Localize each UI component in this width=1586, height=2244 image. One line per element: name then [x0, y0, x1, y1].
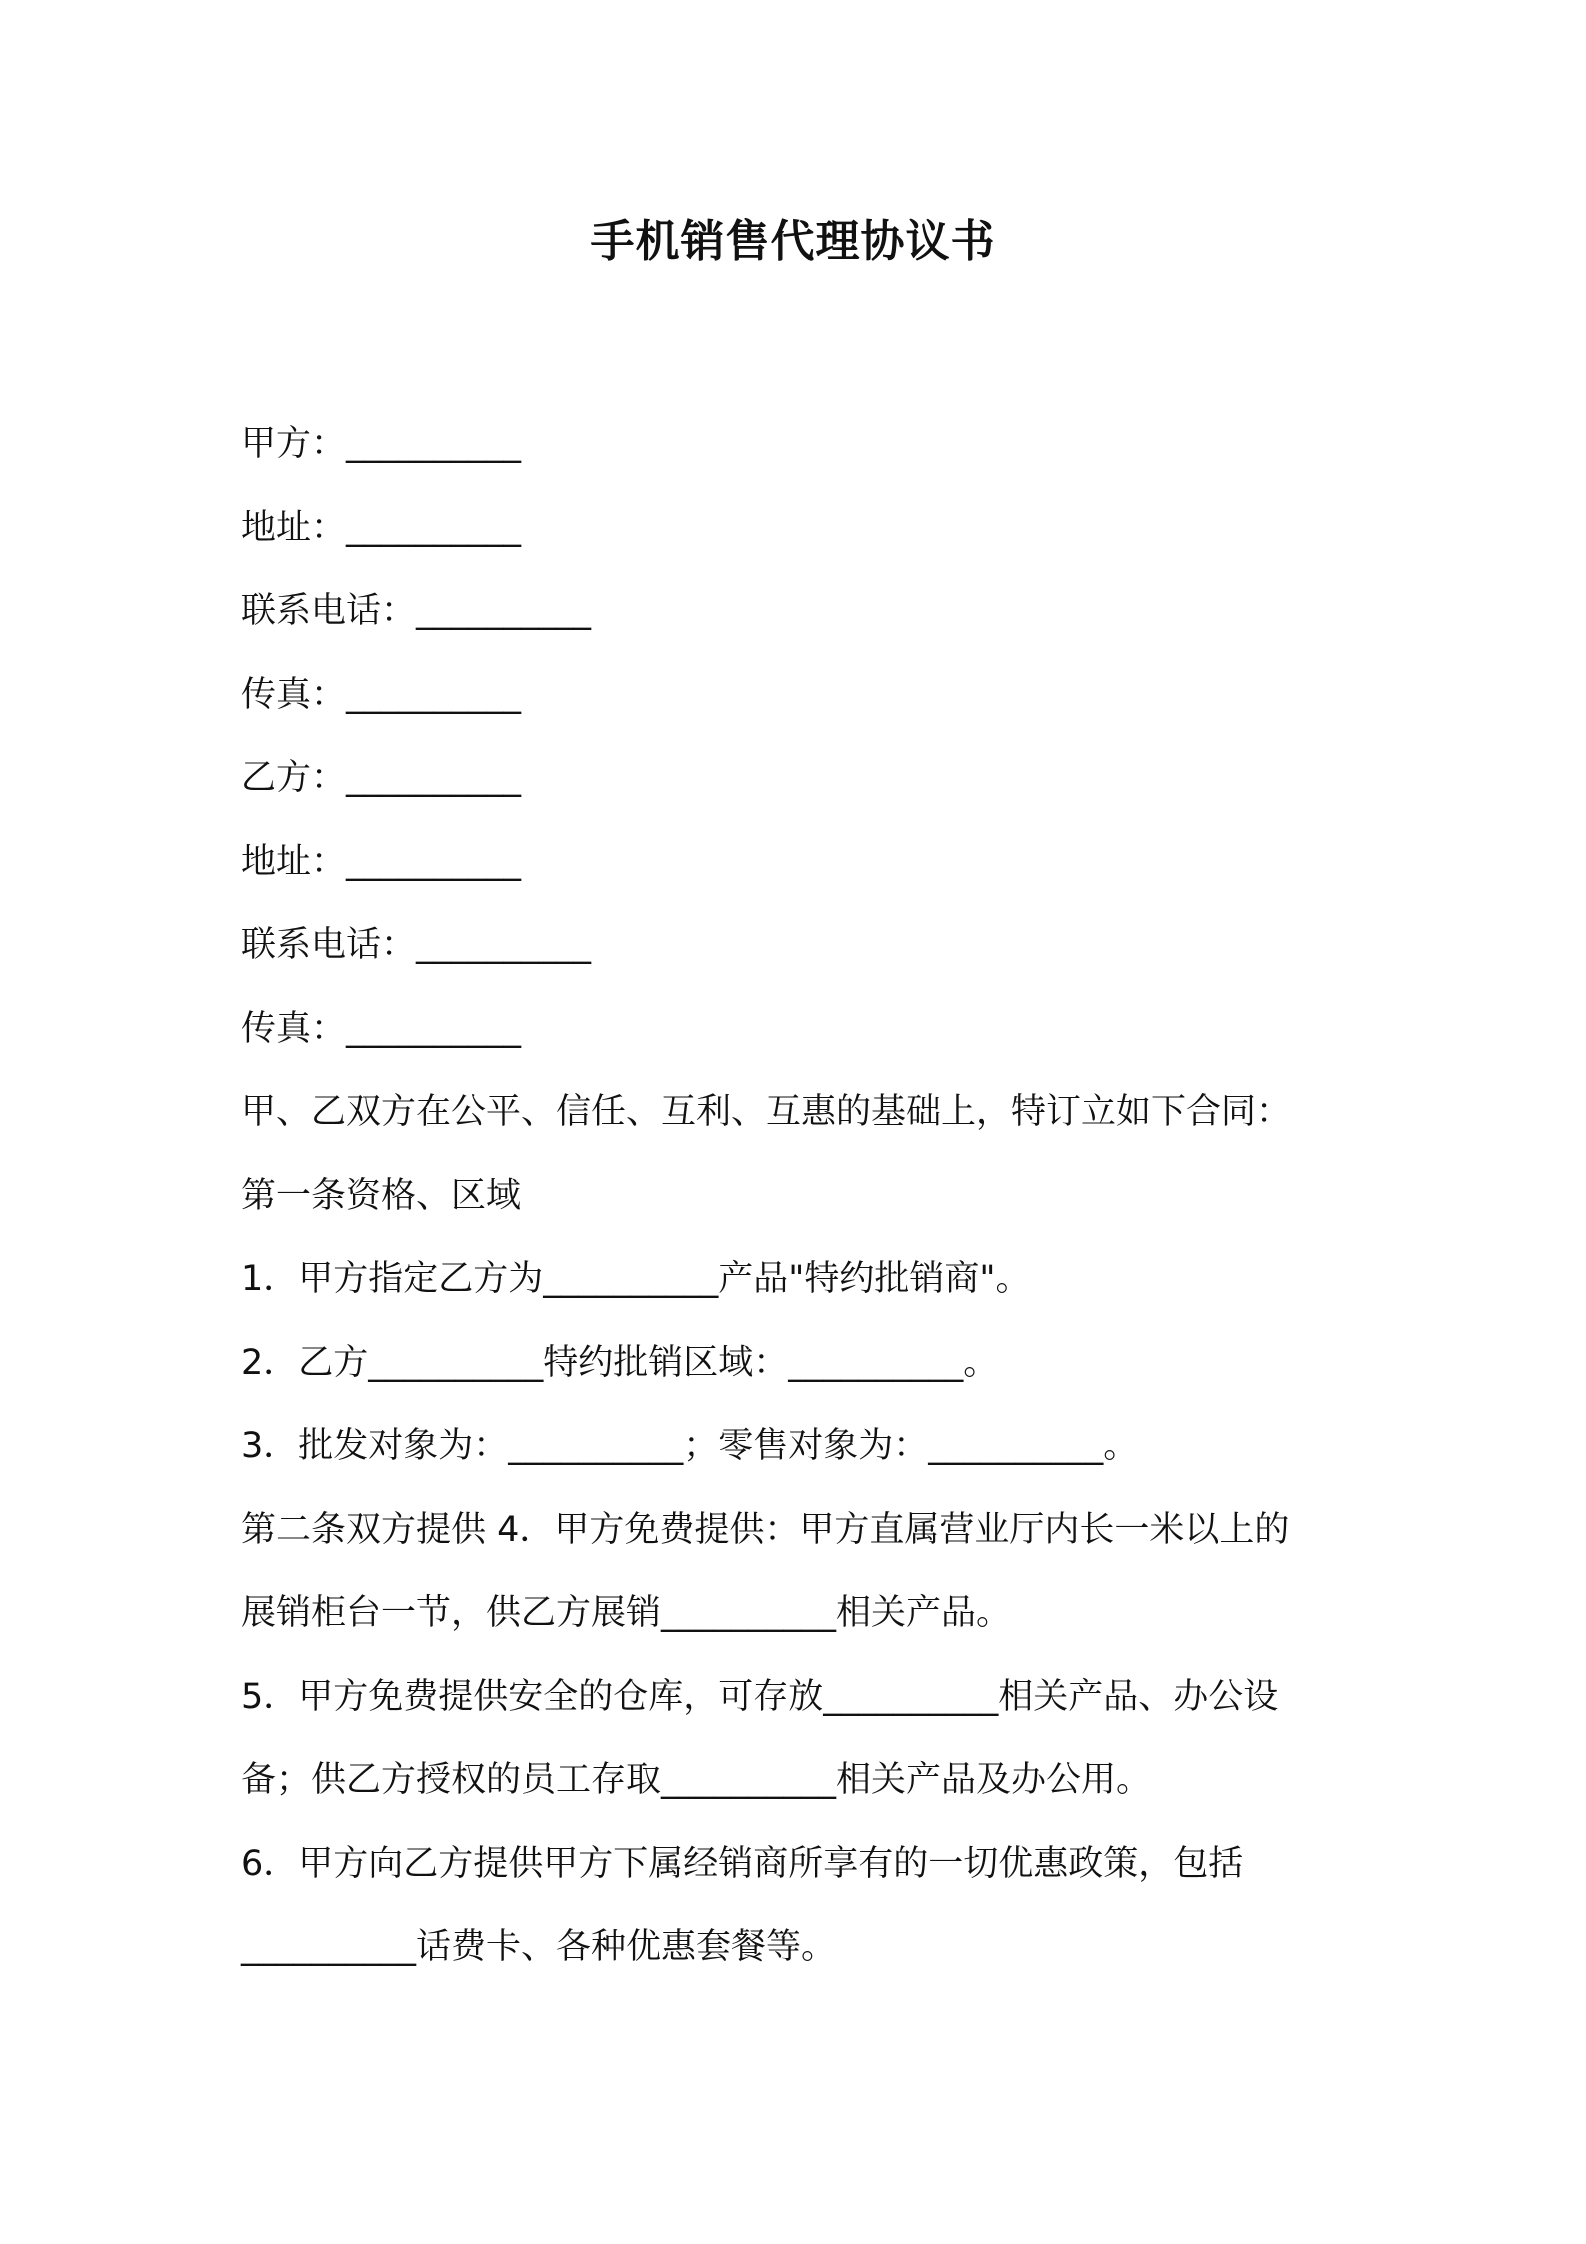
party-b-fax-line: 传真：__________	[241, 1008, 522, 1049]
party-a-name-line: 甲方：__________	[241, 424, 522, 464]
preamble-line: 甲、乙双方在公平、信任、互利、互惠的基础上，特订立如下合同：	[241, 1092, 1292, 1132]
clause-3-line: 3．批发对象为：__________；零售对象为：__________。	[241, 1426, 1139, 1466]
party-b-name-line: 乙方：__________	[241, 758, 522, 798]
clause-2-line: 2．乙方__________特约批销区域：__________。	[241, 1342, 999, 1383]
clause-4-continuation-line: 展销柜台一节，供乙方展销__________相关产品。	[241, 1593, 1012, 1633]
clause-6-line: 6．甲方向乙方提供甲方下属经销商所享有的一切优惠政策，包括	[241, 1843, 1244, 1884]
party-b-phone-line: 联系电话：__________	[241, 925, 592, 965]
party-a-address-line: 地址：__________	[241, 507, 522, 548]
document-title: 手机销售代理协议书	[590, 216, 996, 267]
clause-5-continuation-line: 备；供乙方授权的员工存取__________相关产品及办公用。	[241, 1760, 1152, 1800]
article-1-heading: 第一条资格、区域	[241, 1175, 522, 1216]
document-body	[241, 403, 1356, 1990]
clause-6-continuation-line: __________话费卡、各种优惠套餐等。	[241, 1927, 837, 1967]
party-a-fax-line: 传真：__________	[241, 674, 522, 715]
clause-5-line: 5．甲方免费提供安全的仓库，可存放__________相关产品、办公设	[241, 1676, 1279, 1717]
party-a-phone-line: 联系电话：__________	[241, 591, 592, 631]
article-2-clause-4-line: 第二条双方提供 4．甲方免费提供：甲方直属营业厅内长一米以上的	[241, 1509, 1290, 1550]
party-b-address-line: 地址：__________	[241, 841, 522, 882]
clause-1-line: 1．甲方指定乙方为__________产品"特约批销商"。	[241, 1259, 1031, 1299]
